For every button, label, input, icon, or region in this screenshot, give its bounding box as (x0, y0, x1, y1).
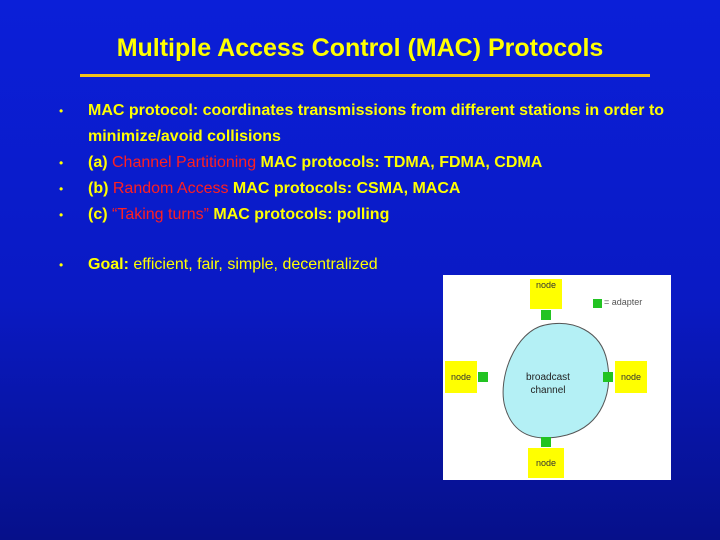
channel-label (503, 371, 593, 397)
adapter-legend-label: = adapter (604, 297, 643, 307)
bullet-suffix: MAC protocols: polling (208, 206, 390, 223)
adapter-right-icon (603, 372, 613, 382)
adapter-left-icon (478, 372, 488, 382)
bullet-highlight: Random Access (112, 180, 229, 197)
adapter-bottom-icon (541, 437, 551, 447)
node-top: node (530, 279, 562, 309)
bullet-highlight: Channel Partitioning (112, 154, 257, 171)
bullet-prefix: (c) (88, 206, 112, 223)
bullet-highlight: “Taking turns” (112, 206, 209, 223)
bullet-text (88, 150, 695, 176)
bullet-marker: • (59, 258, 64, 272)
bullet-marker: • (59, 104, 64, 118)
bullet-item (55, 202, 695, 228)
channel-label-line2: channel (530, 385, 566, 396)
bullet-marker: • (59, 156, 64, 170)
goal-text: efficient, fair, simple, decentralized (128, 256, 378, 273)
broadcast-channel-figure (443, 275, 671, 480)
node-right: node (615, 361, 647, 393)
adapter-legend-icon (593, 299, 602, 308)
bullet-text (88, 176, 695, 202)
bullet-text: MAC protocol: coordinates transmissions from different stations in order to minimize/avoid collisions (88, 102, 665, 145)
node-bottom: node (528, 448, 564, 478)
node-left: node (445, 361, 477, 393)
slide-title: Multiple Access Control (MAC) Protocols (116, 34, 604, 62)
goal-label: Goal: (88, 256, 129, 273)
bullet-prefix: (a) (88, 154, 112, 171)
bullet-item (55, 150, 695, 176)
bullet-item (55, 176, 695, 202)
bullet-item (55, 98, 695, 150)
title-underline (80, 74, 650, 77)
bullet-suffix: MAC protocols: CSMA, MACA (228, 180, 461, 197)
spacer (55, 228, 695, 252)
bullet-prefix: (b) (88, 180, 113, 197)
bullet-marker: • (59, 182, 64, 196)
bullet-text (88, 202, 695, 228)
bullet-list (55, 98, 695, 278)
adapter-top-icon (541, 310, 551, 320)
channel-label-line1: broadcast (526, 372, 570, 383)
bullet-marker: • (59, 208, 64, 222)
bullet-suffix: MAC protocols: TDMA, FDMA, CDMA (256, 154, 543, 171)
